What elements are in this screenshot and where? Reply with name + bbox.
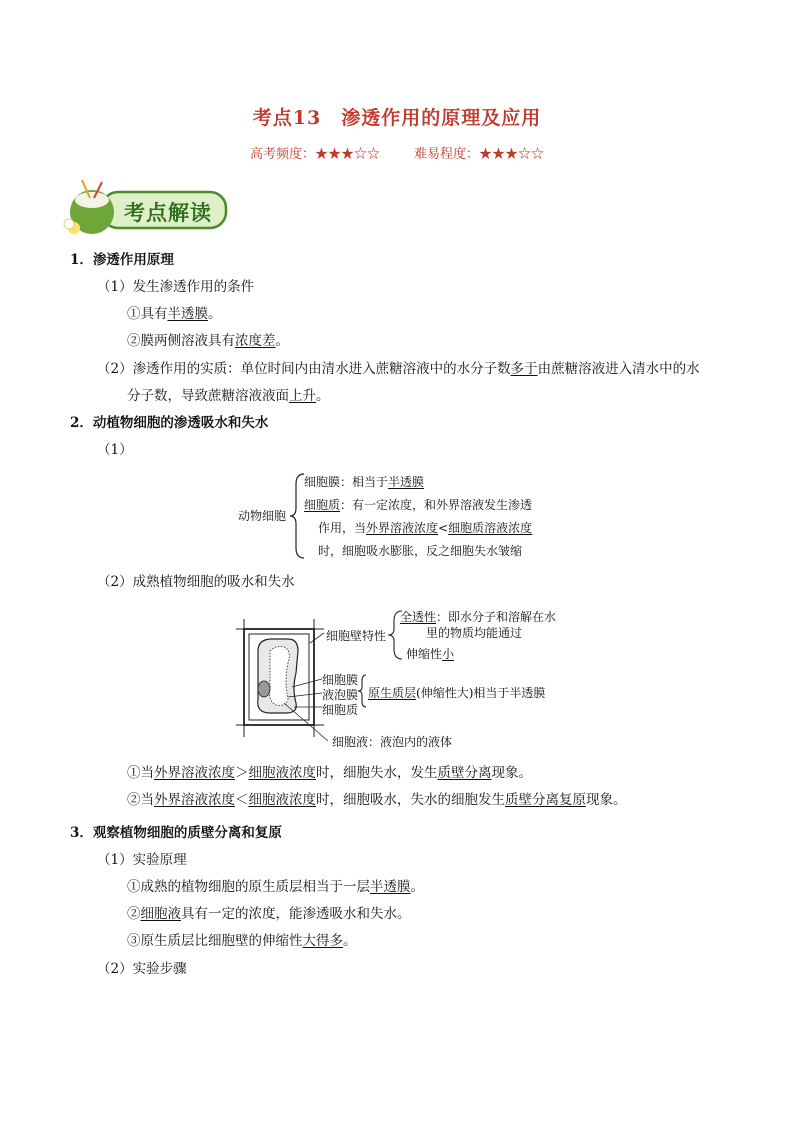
section-1-heading: 1．渗透作用原理 xyxy=(70,252,174,268)
s2-point-2: （2）成熟植物细胞的吸水和失水 xyxy=(97,574,295,590)
cell-wall-label: 细胞壁特性 xyxy=(326,629,387,643)
animal-line-1: 细胞膜：相当于半透膜 xyxy=(304,475,425,489)
animal-cell-diagram xyxy=(238,470,598,562)
s1-point-1: （1）发生渗透作用的条件 xyxy=(97,279,255,295)
s2-point-1: （1） xyxy=(97,442,133,458)
section-2-heading: 2．动植物细胞的渗透吸水和失水 xyxy=(70,415,269,431)
animal-line-2: 细胞质：有一定浓度，和外界溶液发生渗透 xyxy=(304,498,533,512)
cytoplasm-label: 细胞质 xyxy=(322,703,359,717)
frequency-label: 高考频度： xyxy=(249,147,315,162)
rating-line xyxy=(0,143,794,162)
section-3-heading: 3．观察植物细胞的质壁分离和复原 xyxy=(70,825,282,841)
s1-point-2-cont: 分子数，导致蔗糖溶液液面上升。 xyxy=(127,388,330,404)
s3-point-2: （2）实验步骤 xyxy=(97,961,187,977)
s2-rule-1: ①当外界溶液浓度＞细胞液浓度时，细胞失水，发生质壁分离现象。 xyxy=(127,765,532,781)
protoplast-label: 原生质层(伸缩性大)相当于半透膜 xyxy=(368,686,546,700)
plant-cell-diagram xyxy=(236,603,566,751)
animal-cell-root: 动物细胞 xyxy=(238,509,287,523)
s1-point-2: （2）渗透作用的实质：单位时间内由清水进入蔗糖溶液中的水分子数多于由蔗糖溶液进入清水中的水 xyxy=(97,361,700,377)
s2-rule-2: ②当外界溶液浓度＜细胞液浓度时，细胞吸水，失水的细胞发生质壁分离复原现象。 xyxy=(127,792,627,808)
s3-item-2: ②细胞液具有一定的浓度，能渗透吸水和失水。 xyxy=(127,906,411,922)
difficulty-label: 难易程度： xyxy=(414,147,480,162)
page-title: 考点13 渗透作用的原理及应用 xyxy=(252,107,542,129)
section-badge xyxy=(62,178,232,240)
s1-item-2: ②膜两侧溶液具有浓度差。 xyxy=(127,333,289,349)
badge-label: 考点解读 xyxy=(124,201,212,225)
vacuole-membrane-label: 液泡膜 xyxy=(322,688,359,702)
s3-item-3: ③原生质层比细胞壁的伸缩性大得多。 xyxy=(127,933,357,949)
wall-permeability-cont: 里的物质均能通过 xyxy=(426,626,523,640)
s3-point-1: （1）实验原理 xyxy=(97,852,187,868)
cell-sap-label: 细胞液：液泡内的液体 xyxy=(332,735,453,749)
wall-permeability: 全透性：即水分子和溶解在水 xyxy=(400,610,557,624)
s1-item-1: ①具有半透膜。 xyxy=(127,306,222,322)
membrane-label: 细胞膜 xyxy=(322,673,359,687)
frequency-stars: ★★★☆☆ xyxy=(314,147,380,162)
difficulty-stars: ★★★☆☆ xyxy=(479,147,545,162)
wall-stretch: 伸缩性小 xyxy=(406,647,455,661)
s3-item-1: ①成熟的植物细胞的原生质层相当于一层半透膜。 xyxy=(127,879,424,895)
animal-line-4: 时，细胞吸水膨胀，反之细胞失水皱缩 xyxy=(318,544,523,558)
animal-line-3: 作用，当外界溶液浓度<细胞质溶液浓度 xyxy=(318,521,533,535)
